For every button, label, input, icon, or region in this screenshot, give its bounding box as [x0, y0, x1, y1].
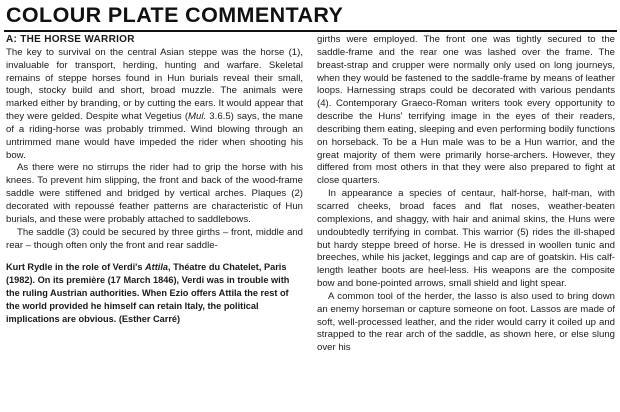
- source-reference: Mul.: [188, 111, 207, 123]
- photo-caption: [6, 261, 303, 326]
- paragraph-saddle: The saddle (3) could be secured by three girths – front, middle and rear – though often only the front and rear saddle-: [6, 226, 303, 251]
- caption-start: Kurt Rydle in the role of Verdi's: [6, 262, 146, 273]
- paragraph-appearance: In appearance a species of centaur, half-horse, half-man, with scarred cheeks, broad faces and flat noses, weather-beaten complexions, and shaggy, with hair and animal skins, the Huns were undoubtedly terrifying in combat. This warrior (5) rides the ill-shaped but hardy steppe breed of horse. He is dressed in woollen tunic and breeches, while his jacket, leggings and cap are of goatskin. His calf-length leather boots are heel-less. His weapons are the composite bow and bone-pointed arrows, small shield and light spear.: [317, 188, 615, 290]
- right-column: [317, 34, 615, 355]
- title-divider: [4, 30, 617, 32]
- section-heading: A: THE HORSE WARRIOR: [6, 34, 135, 45]
- caption-rest: , Théatre du Chatelet, Paris (1982). On its première (17 March 1846), Verdi was in trouble with the ruling Austrian authorities. When Ezio offers Attila the rest of the world provided he himself can retain Italy, the political implications are obvious. (Esther Carré): [6, 262, 290, 325]
- caption-title: Attila: [145, 262, 168, 273]
- paragraph-stirrups: As there were no stirrups the rider had to grip the horse with his knees. To prevent him slipping, the front and back of the wood-frame saddle were stiffened and bridged by vertical arches. Plaques (2) decorated with repoussé feather patterns are characteristic of Hun burials, and these were probably attached to saddlebows.: [6, 162, 303, 225]
- paragraph-lasso: A common tool of the herder, the lasso is also used to bring down an enemy horseman or capture someone on foot. Lassos are made of soft, well-processed leather, and the rider would carry it coiled up and strapped to the rear arch of the saddle, as shown here, or else slung over his: [317, 290, 615, 354]
- paragraph-girths: girths were employed. The front one was tightly secured to the saddle-frame and the rear one was lashed over the frame. The breast-strap and crupper were normally only used on long journeys, when they would be fastened to the saddle-frame by means of leather loops. Harnessing straps could be decorated with various pendants (4). Contemporary Graeco-Roman writers took every opportunity to describe the Huns' terrifying image in the eyes of their readers, describing them eating, sleeping and even performing bodily functions on horseback. To be a Hun male was to be a Hun warrior, and the great majority of them were primarily horse-archers. However, they differed from most others in that they were also prepared to fight at close quarters.: [317, 34, 615, 187]
- paragraph-horse-end: 3.6.5) says, the mane of a riding-horse was probably trimmed. Wind blowing through an untrimmed mane would have impeded the rider when shooting his bow.: [6, 111, 303, 161]
- paragraph-horse-text: The key to survival on the central Asian steppe was the horse (1), invaluable for transport, herding, hunting and warfare. Skeletal remains of steppe horses found in Hun burials reveal their small, tough, stocky build and short, broad muzzle. The animals were marked either by branding, or by cutting the ears. It would appear that they were gelded. Despite what Vegetius (: [6, 46, 303, 123]
- paragraph-horse: [6, 47, 303, 163]
- page-title: COLOUR PLATE COMMENTARY: [6, 3, 344, 27]
- left-column: [6, 34, 303, 326]
